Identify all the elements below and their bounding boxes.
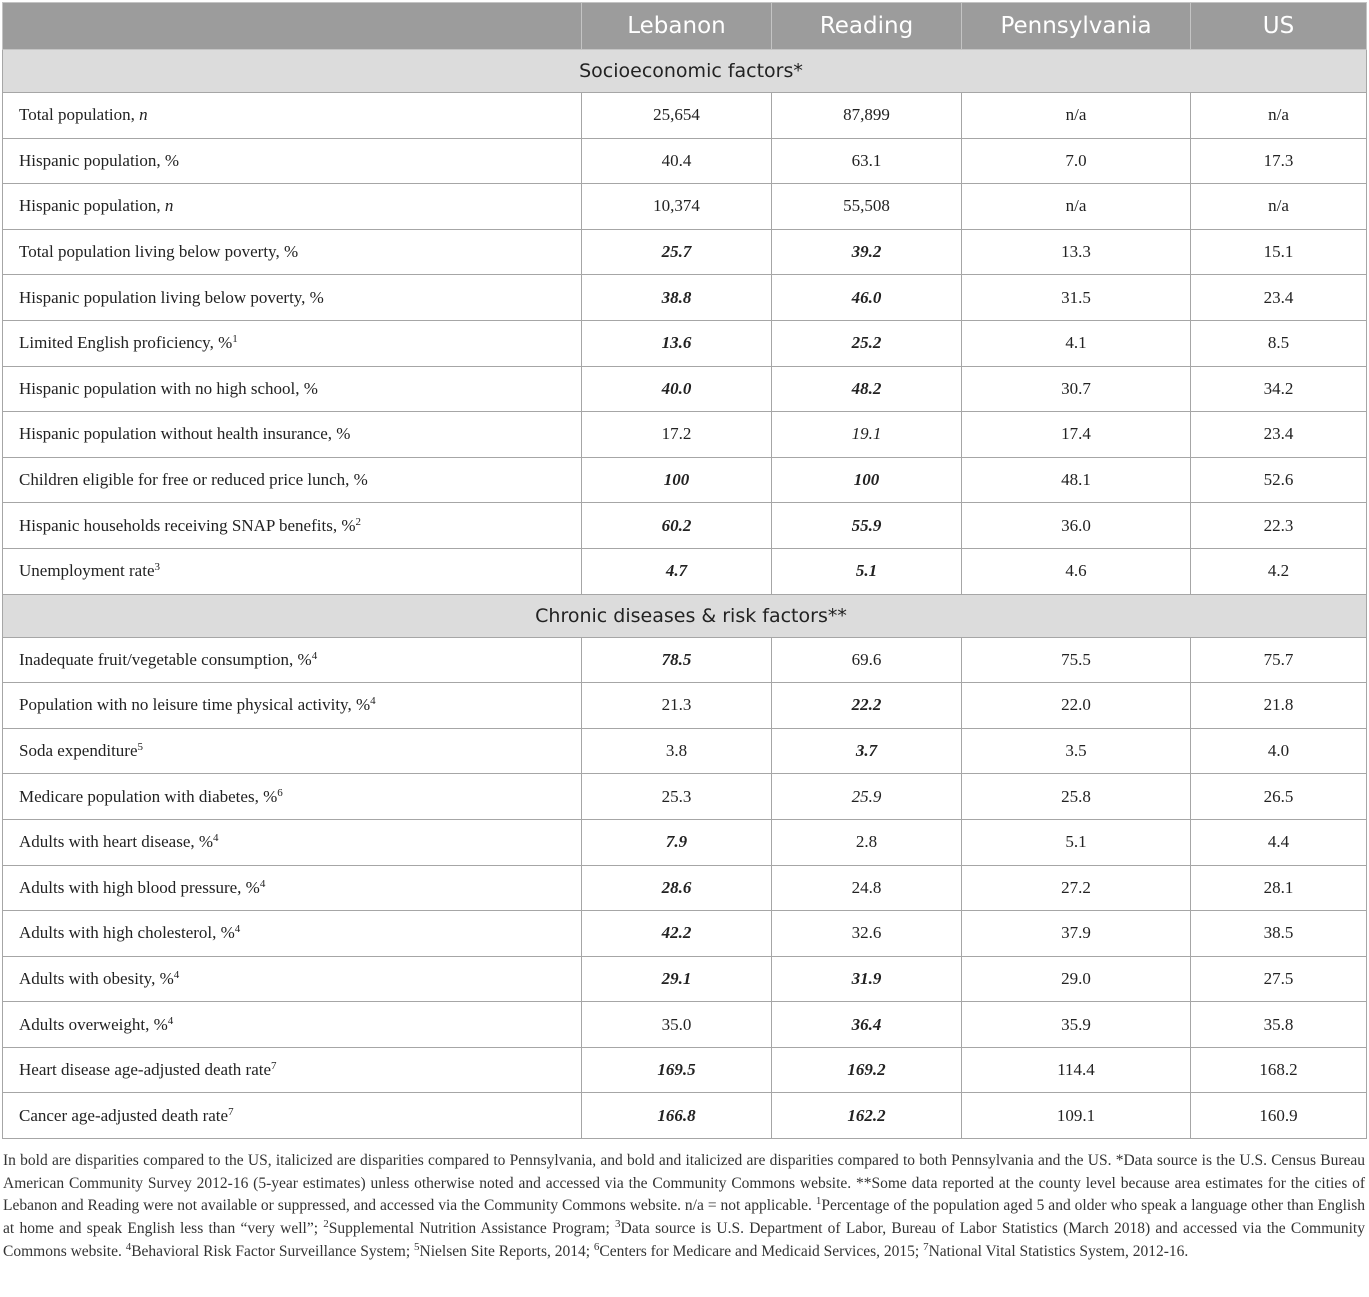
- value-cell: 29.0: [962, 956, 1191, 1002]
- table-row: [3, 637, 1367, 683]
- value-cell: 36.0: [962, 503, 1191, 549]
- row-label-variable: n: [139, 105, 148, 125]
- value-cell: 168.2: [1191, 1047, 1367, 1093]
- table-row: [3, 728, 1367, 774]
- row-label: [3, 1002, 582, 1048]
- value-cell: 25.2: [772, 320, 962, 366]
- value-cell: 55.9: [772, 503, 962, 549]
- footnote-marker: 4: [259, 877, 266, 890]
- value-cell: 114.4: [962, 1047, 1191, 1093]
- row-label: [3, 503, 582, 549]
- row-label-text: Medicare population with diabetes, %: [19, 786, 278, 806]
- value-cell: 27.5: [1191, 956, 1367, 1002]
- value-cell: 48.2: [772, 366, 962, 412]
- row-label: [3, 320, 582, 366]
- row-label: [3, 138, 582, 184]
- footnote-marker: 1: [815, 1195, 822, 1208]
- value-cell: 35.0: [582, 1002, 772, 1048]
- value-cell: n/a: [1191, 93, 1367, 139]
- value-cell: 87,899: [772, 93, 962, 139]
- row-label-text: Limited English proficiency, %: [19, 333, 233, 353]
- value-cell: 60.2: [582, 503, 772, 549]
- value-cell: 17.2: [582, 412, 772, 458]
- value-cell: 13.3: [962, 229, 1191, 275]
- value-cell: 63.1: [772, 138, 962, 184]
- footnote-text: Supplemental Nutrition Assistance Program;: [328, 1220, 616, 1238]
- footnote-marker: 4: [234, 923, 241, 936]
- table-row: [3, 184, 1367, 230]
- footnote-marker: 2: [355, 515, 361, 528]
- value-cell: n/a: [962, 184, 1191, 230]
- value-cell: 23.4: [1191, 275, 1367, 321]
- value-cell: 4.6: [962, 548, 1191, 594]
- row-label: [3, 548, 582, 594]
- table-row: [3, 956, 1367, 1002]
- value-cell: 52.6: [1191, 457, 1367, 503]
- footnote-marker: 4: [125, 1240, 132, 1253]
- value-cell: 25.9: [772, 774, 962, 820]
- footnote-text: Centers for Medicare and Medicaid Services, 2015;: [599, 1242, 924, 1260]
- value-cell: 4.7: [582, 548, 772, 594]
- footnote-text: National Vital Statistics System, 2012-16.: [928, 1242, 1189, 1260]
- value-cell: 3.5: [962, 728, 1191, 774]
- row-label-variable: n: [164, 196, 174, 216]
- footnote-text: In bold are disparities compared to the US, italicized are disparities compared to Pennsylvania, and bold and italicized are disparities compared to both Pennsylvania and the US. *Data source is the U.S. Census Bureau American Community Survey 2012-16 (5-year estimates) unless otherwise noted and accessed via the Community Commons website. **Some data reported at the county level because area estimates for the cities of Lebanon and Reading were not available or suppressed, and accessed via the Community Commons website. n/a = not applicable.: [3, 1152, 1365, 1215]
- value-cell: 166.8: [582, 1093, 772, 1139]
- value-cell: 35.8: [1191, 1002, 1367, 1048]
- value-cell: 17.4: [962, 412, 1191, 458]
- row-label-text: Heart disease age-adjusted death rate: [19, 1060, 272, 1080]
- table-body: [3, 50, 1367, 1139]
- value-cell: 27.2: [962, 865, 1191, 911]
- row-label-text: Adults with heart disease, %: [19, 832, 214, 852]
- row-label: [3, 956, 582, 1002]
- value-cell: 160.9: [1191, 1093, 1367, 1139]
- row-label-text: Inadequate fruit/vegetable consumption, %: [19, 649, 312, 669]
- row-label-text: Hispanic population with no high school, %: [19, 378, 318, 398]
- table-footnote: [3, 1150, 1365, 1264]
- value-cell: 2.8: [772, 819, 962, 865]
- value-cell: 4.1: [962, 320, 1191, 366]
- row-label: [3, 184, 582, 230]
- header-cell: Pennsylvania: [962, 3, 1191, 50]
- value-cell: 69.6: [772, 637, 962, 683]
- row-label-text: Cancer age-adjusted death rate: [19, 1105, 229, 1125]
- value-cell: 42.2: [582, 911, 772, 957]
- footnote-marker: 4: [213, 832, 219, 845]
- footnote-marker: 1: [232, 333, 238, 346]
- row-label-text: Hispanic population living below poverty, %: [19, 287, 324, 307]
- row-label-text: Adults with high blood pressure, %: [19, 877, 260, 897]
- value-cell: 169.5: [582, 1047, 772, 1093]
- table-row: [3, 865, 1367, 911]
- row-label: [3, 911, 582, 957]
- value-cell: 15.1: [1191, 229, 1367, 275]
- value-cell: 37.9: [962, 911, 1191, 957]
- value-cell: 28.6: [582, 865, 772, 911]
- row-label-text: Adults with high cholesterol, %: [19, 923, 235, 943]
- row-label: [3, 774, 582, 820]
- footnote-marker: 3: [154, 561, 160, 574]
- value-cell: 48.1: [962, 457, 1191, 503]
- value-cell: 36.4: [772, 1002, 962, 1048]
- value-cell: 34.2: [1191, 366, 1367, 412]
- value-cell: 55,508: [772, 184, 962, 230]
- row-label: [3, 275, 582, 321]
- value-cell: 25,654: [582, 93, 772, 139]
- value-cell: 19.1: [772, 412, 962, 458]
- row-label: [3, 412, 582, 458]
- row-label: [3, 865, 582, 911]
- value-cell: 28.1: [1191, 865, 1367, 911]
- value-cell: 30.7: [962, 366, 1191, 412]
- value-cell: 25.8: [962, 774, 1191, 820]
- footnote-marker: 2: [323, 1218, 329, 1231]
- row-label-text: Unemployment rate: [19, 561, 155, 581]
- row-label: [3, 637, 582, 683]
- table-row: [3, 683, 1367, 729]
- section-title: Socioeconomic factors*: [3, 50, 1367, 93]
- section-title: Chronic diseases & risk factors**: [3, 594, 1367, 637]
- footnote-marker: 5: [414, 1240, 420, 1253]
- value-cell: 10,374: [582, 184, 772, 230]
- value-cell: 31.5: [962, 275, 1191, 321]
- row-label-text: Hispanic population without health insurance, %: [19, 424, 351, 444]
- row-label-text: Children eligible for free or reduced price lunch, %: [19, 470, 368, 490]
- value-cell: 38.5: [1191, 911, 1367, 957]
- value-cell: 8.5: [1191, 320, 1367, 366]
- row-label: [3, 819, 582, 865]
- header-cell: US: [1191, 3, 1367, 50]
- footnote-text: Percentage of the population aged 5 and older who speak a language other than English at home and speak English less than “very well”;: [3, 1197, 1365, 1238]
- value-cell: 4.0: [1191, 728, 1367, 774]
- row-label: [3, 1093, 582, 1139]
- table-row: [3, 774, 1367, 820]
- footnote-marker: 7: [923, 1240, 929, 1253]
- footnote-marker: 4: [173, 968, 180, 981]
- value-cell: 3.8: [582, 728, 772, 774]
- table-row: [3, 412, 1367, 458]
- footnote-marker: 5: [137, 741, 143, 754]
- value-cell: 13.6: [582, 320, 772, 366]
- table-row: [3, 320, 1367, 366]
- row-label: [3, 457, 582, 503]
- value-cell: 7.0: [962, 138, 1191, 184]
- footnote-marker: 6: [593, 1240, 600, 1253]
- value-cell: 4.4: [1191, 819, 1367, 865]
- value-cell: 17.3: [1191, 138, 1367, 184]
- value-cell: 38.8: [582, 275, 772, 321]
- table-row: [3, 1047, 1367, 1093]
- row-label-text: Total population,: [19, 105, 140, 125]
- footnote-marker: 7: [271, 1060, 277, 1073]
- value-cell: 23.4: [1191, 412, 1367, 458]
- value-cell: 22.3: [1191, 503, 1367, 549]
- value-cell: 25.3: [582, 774, 772, 820]
- table-row: [3, 819, 1367, 865]
- row-label-text: Hispanic population, %: [19, 150, 180, 170]
- value-cell: 22.2: [772, 683, 962, 729]
- value-cell: 162.2: [772, 1093, 962, 1139]
- value-cell: 169.2: [772, 1047, 962, 1093]
- section-header-row: [3, 50, 1367, 93]
- value-cell: 40.0: [582, 366, 772, 412]
- table-row: [3, 229, 1367, 275]
- value-cell: 35.9: [962, 1002, 1191, 1048]
- value-cell: 25.7: [582, 229, 772, 275]
- footnote-text: Nielsen Site Reports, 2014;: [419, 1242, 594, 1260]
- table-row: [3, 366, 1367, 412]
- table-row: [3, 911, 1367, 957]
- footnote-marker: 4: [167, 1014, 174, 1027]
- value-cell: 75.5: [962, 637, 1191, 683]
- value-cell: 21.3: [582, 683, 772, 729]
- value-cell: 7.9: [582, 819, 772, 865]
- value-cell: 5.1: [962, 819, 1191, 865]
- value-cell: 100: [582, 457, 772, 503]
- footnote-marker: 4: [370, 695, 376, 708]
- value-cell: 29.1: [582, 956, 772, 1002]
- value-cell: 21.8: [1191, 683, 1367, 729]
- header-cell: Lebanon: [582, 3, 772, 50]
- value-cell: 4.2: [1191, 548, 1367, 594]
- row-label-text: Adults with obesity, %: [19, 968, 174, 988]
- value-cell: 26.5: [1191, 774, 1367, 820]
- value-cell: 22.0: [962, 683, 1191, 729]
- table-row: [3, 1093, 1367, 1139]
- value-cell: 109.1: [962, 1093, 1191, 1139]
- value-cell: 40.4: [582, 138, 772, 184]
- header-cell: [3, 3, 582, 50]
- value-cell: n/a: [962, 93, 1191, 139]
- value-cell: 5.1: [772, 548, 962, 594]
- row-label-text: Adults overweight, %: [19, 1014, 168, 1034]
- row-label: [3, 1047, 582, 1093]
- value-cell: 75.7: [1191, 637, 1367, 683]
- row-label: [3, 683, 582, 729]
- section-header-row: [3, 594, 1367, 637]
- data-table: [2, 2, 1367, 1139]
- footnote-marker: 4: [311, 649, 318, 662]
- row-label-text: Population with no leisure time physical activity, %: [19, 695, 371, 715]
- value-cell: 24.8: [772, 865, 962, 911]
- row-label: [3, 366, 582, 412]
- row-label: [3, 93, 582, 139]
- value-cell: 39.2: [772, 229, 962, 275]
- value-cell: 78.5: [582, 637, 772, 683]
- row-label-text: Hispanic population,: [19, 196, 165, 216]
- table-row: [3, 548, 1367, 594]
- row-label-text: Total population living below poverty, %: [19, 242, 299, 262]
- row-label-text: Soda expenditure: [19, 741, 138, 761]
- table-row: [3, 93, 1367, 139]
- footnote-marker: 7: [228, 1105, 234, 1118]
- table-row: [3, 1002, 1367, 1048]
- value-cell: 3.7: [772, 728, 962, 774]
- row-label: [3, 229, 582, 275]
- footnote-marker: 3: [615, 1218, 621, 1231]
- footnote-marker: 6: [277, 786, 283, 799]
- value-cell: 31.9: [772, 956, 962, 1002]
- footnote-text: Data source is U.S. Department of Labor, Bureau of Labor Statistics (March 2018) and accessed via the Community Commons website.: [3, 1220, 1365, 1260]
- table-row: [3, 138, 1367, 184]
- header-row: [3, 3, 1367, 50]
- row-label: [3, 728, 582, 774]
- value-cell: 46.0: [772, 275, 962, 321]
- table-row: [3, 503, 1367, 549]
- row-label-text: Hispanic households receiving SNAP benefits, %: [19, 515, 356, 535]
- value-cell: n/a: [1191, 184, 1367, 230]
- value-cell: 32.6: [772, 911, 962, 957]
- header-cell: Reading: [772, 3, 962, 50]
- value-cell: 100: [772, 457, 962, 503]
- footnote-text: Behavioral Risk Factor Surveillance System;: [131, 1242, 415, 1260]
- table-row: [3, 275, 1367, 321]
- table-row: [3, 457, 1367, 503]
